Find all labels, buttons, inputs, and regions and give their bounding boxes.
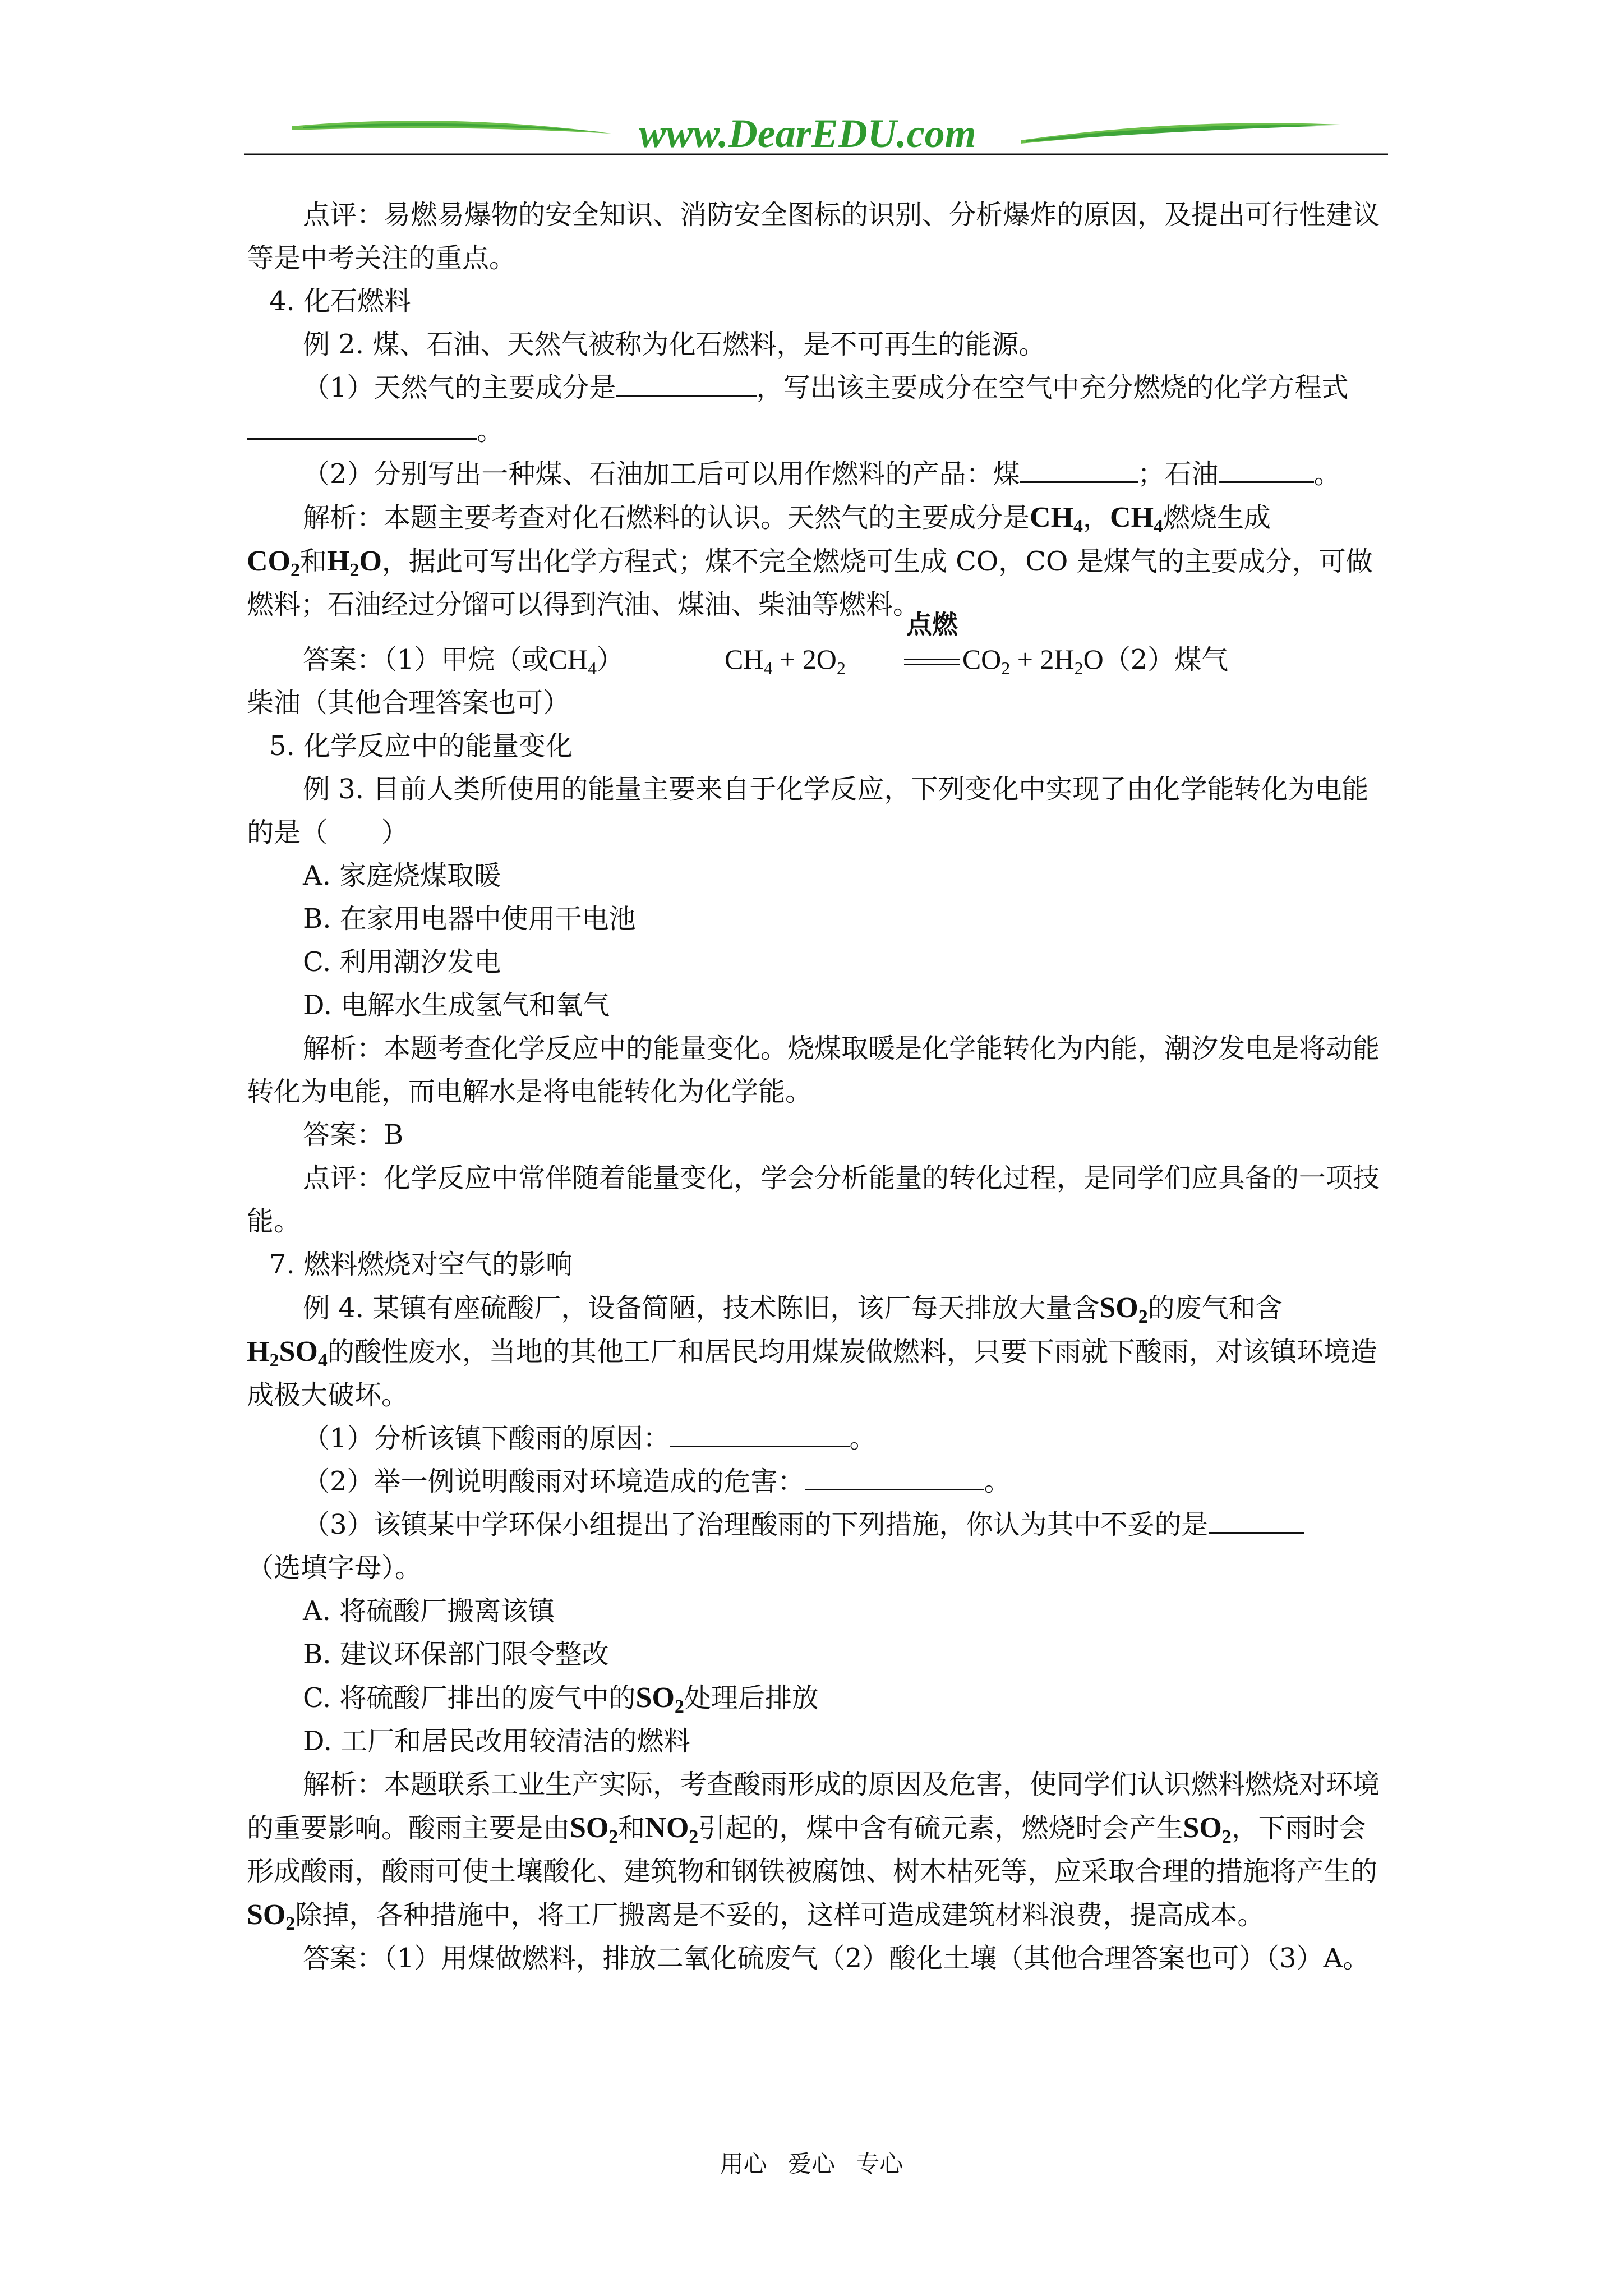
- example-4: 例 4. 某镇有座硫酸厂，设备简陋，技术陈旧，该厂每天排放大量含$SO_2$的废气和含 $H_2SO_4$的酸性废水，当地的其他工厂和居民均用煤炭做燃料，只要下雨就下酸雨，对该镇环境造成极大破坏。: [247, 1292, 1377, 1411]
- option-4-c: C. 将硫酸厂排出的废气中的$SO_2$处理后排放: [303, 1682, 819, 1717]
- footer-word-3: 专心: [856, 2150, 903, 2178]
- answer-blank[interactable]: [1209, 1527, 1304, 1534]
- option-4-a: A. 将硫酸厂搬离该镇: [303, 1595, 555, 1627]
- question-2-1: （1）天然气的主要成分是 ，写出该主要成分在空气中充分燃烧的化学方程式。: [247, 366, 1391, 453]
- analysis-2: 解析：本题主要考查对化石燃料的认识。天然气的主要成分是$CH_4$，$CH_4$燃烧生成 $CO_2$和$H_2O$，据此可写出化学方程式；煤不完全燃烧可生成 CO，CO 是煤气的主要成分，可做燃料；石油经过分馏可以得到汽油、煤油、柴油等燃料。: [247, 501, 1373, 620]
- page-footer: [0, 2146, 1623, 2179]
- page-header: [0, 0, 1623, 168]
- option-b: B. 在家用电器中使用干电池: [303, 903, 636, 935]
- answer-blank[interactable]: [247, 434, 477, 440]
- answer-2: 答案：（1）甲烷（或$CH_4$） $CH_4 + 2O_2$ 点燃 $CO_2 + 2H_2O(2)$煤气柴油（其他合理答案也可）: [247, 609, 1229, 719]
- option-4-d: D. 工厂和居民改用较清洁的燃料: [303, 1726, 691, 1757]
- answer-4: 答案：（1）用煤做燃料，排放二氧化硫废气（2）酸化土壤（其他合理答案也可）（3）A。: [303, 1943, 1370, 1974]
- option-4-b: B. 建议环保部门限令整改: [303, 1639, 609, 1670]
- section-7-heading: 7. 燃料燃烧对空气的影响: [269, 1249, 573, 1280]
- answer-blank[interactable]: [616, 390, 757, 397]
- option-d: D. 电解水生成氢气和氧气: [303, 990, 610, 1021]
- question-2-2: （2）分别写出一种煤、石油加工后可以用作燃料的产品：煤 ；石油 。: [303, 458, 1341, 490]
- answer-blank[interactable]: [1020, 477, 1138, 483]
- answer-blank[interactable]: [1219, 477, 1314, 483]
- section-4-heading: 4. 化石燃料: [269, 286, 412, 317]
- option-c: C. 利用潮汐发电: [303, 946, 501, 978]
- document-body: [247, 194, 1391, 1980]
- combustion-equation: $CH_4 + 2O_2$ 点燃 $CO_2 + 2H_2O$: [725, 609, 1104, 678]
- analysis-3: 解析：本题考查化学反应中的能量变化。烧煤取暖是化学能转化为内能，潮汐发电是将动能转化为电能，而电解水是将电能转化为化学能。: [247, 1033, 1380, 1107]
- answer-3: 答案：B: [303, 1119, 404, 1151]
- question-4-1: （1）分析该镇下酸雨的原因： 。: [303, 1423, 877, 1454]
- right-swoosh-inner-icon: [1026, 125, 1335, 142]
- comment-3: 点评：化学反应中常伴随着能量变化，学会分析能量的转化过程，是同学们应具备的一项技能。: [247, 1162, 1380, 1237]
- comment-paragraph-1: 点评：易燃易爆物的安全知识、消防安全图标的识别、分析爆炸的原因，及提出可行性建议等是中考关注的重点。: [247, 199, 1380, 274]
- footer-word-1: 用心: [720, 2150, 767, 2178]
- example-3: 例 3. 目前人类所使用的能量主要来自于化学反应，下列变化中实现了由化学能转化为电能的是（ ）: [247, 774, 1369, 848]
- logo-text: www.DearEDU.com: [639, 111, 976, 156]
- footer-word-2: 爱心: [787, 2150, 835, 2178]
- question-4-3: （3）该镇某中学环保小组提出了治理酸雨的下列措施，你认为其中不妥的是 （选填字母）。: [247, 1503, 1391, 1590]
- answer-blank[interactable]: [805, 1484, 984, 1490]
- question-4-2: （2）举一例说明酸雨对环境造成的危害： 。: [303, 1466, 1011, 1497]
- option-a: A. 家庭烧煤取暖: [303, 860, 501, 891]
- example-2: 例 2. 煤、石油、天然气被称为化石燃料，是不可再生的能源。: [303, 329, 1046, 360]
- deareedu-logo: [0, 0, 1623, 168]
- section-5-heading: 5. 化学反应中的能量变化: [269, 730, 573, 762]
- answer-blank[interactable]: [670, 1441, 850, 1447]
- analysis-4: 解析：本题联系工业生产实际，考查酸雨形成的原因及危害，使同学们认识燃料燃烧对环境的重要影响。酸雨主要是由$SO_2$和$NO_2$引起的，煤中含有硫元素，燃烧时会产生$SO_2$，下雨时会形成酸雨，酸雨可使土壤酸化、建筑物和钢铁被腐蚀、树木枯死等，应采取合理的措施将产生的$SO_2$除掉，各种措施中，将工厂搬离是不妥的，这样可造成建筑材料浪费，提高成本。: [247, 1769, 1380, 1934]
